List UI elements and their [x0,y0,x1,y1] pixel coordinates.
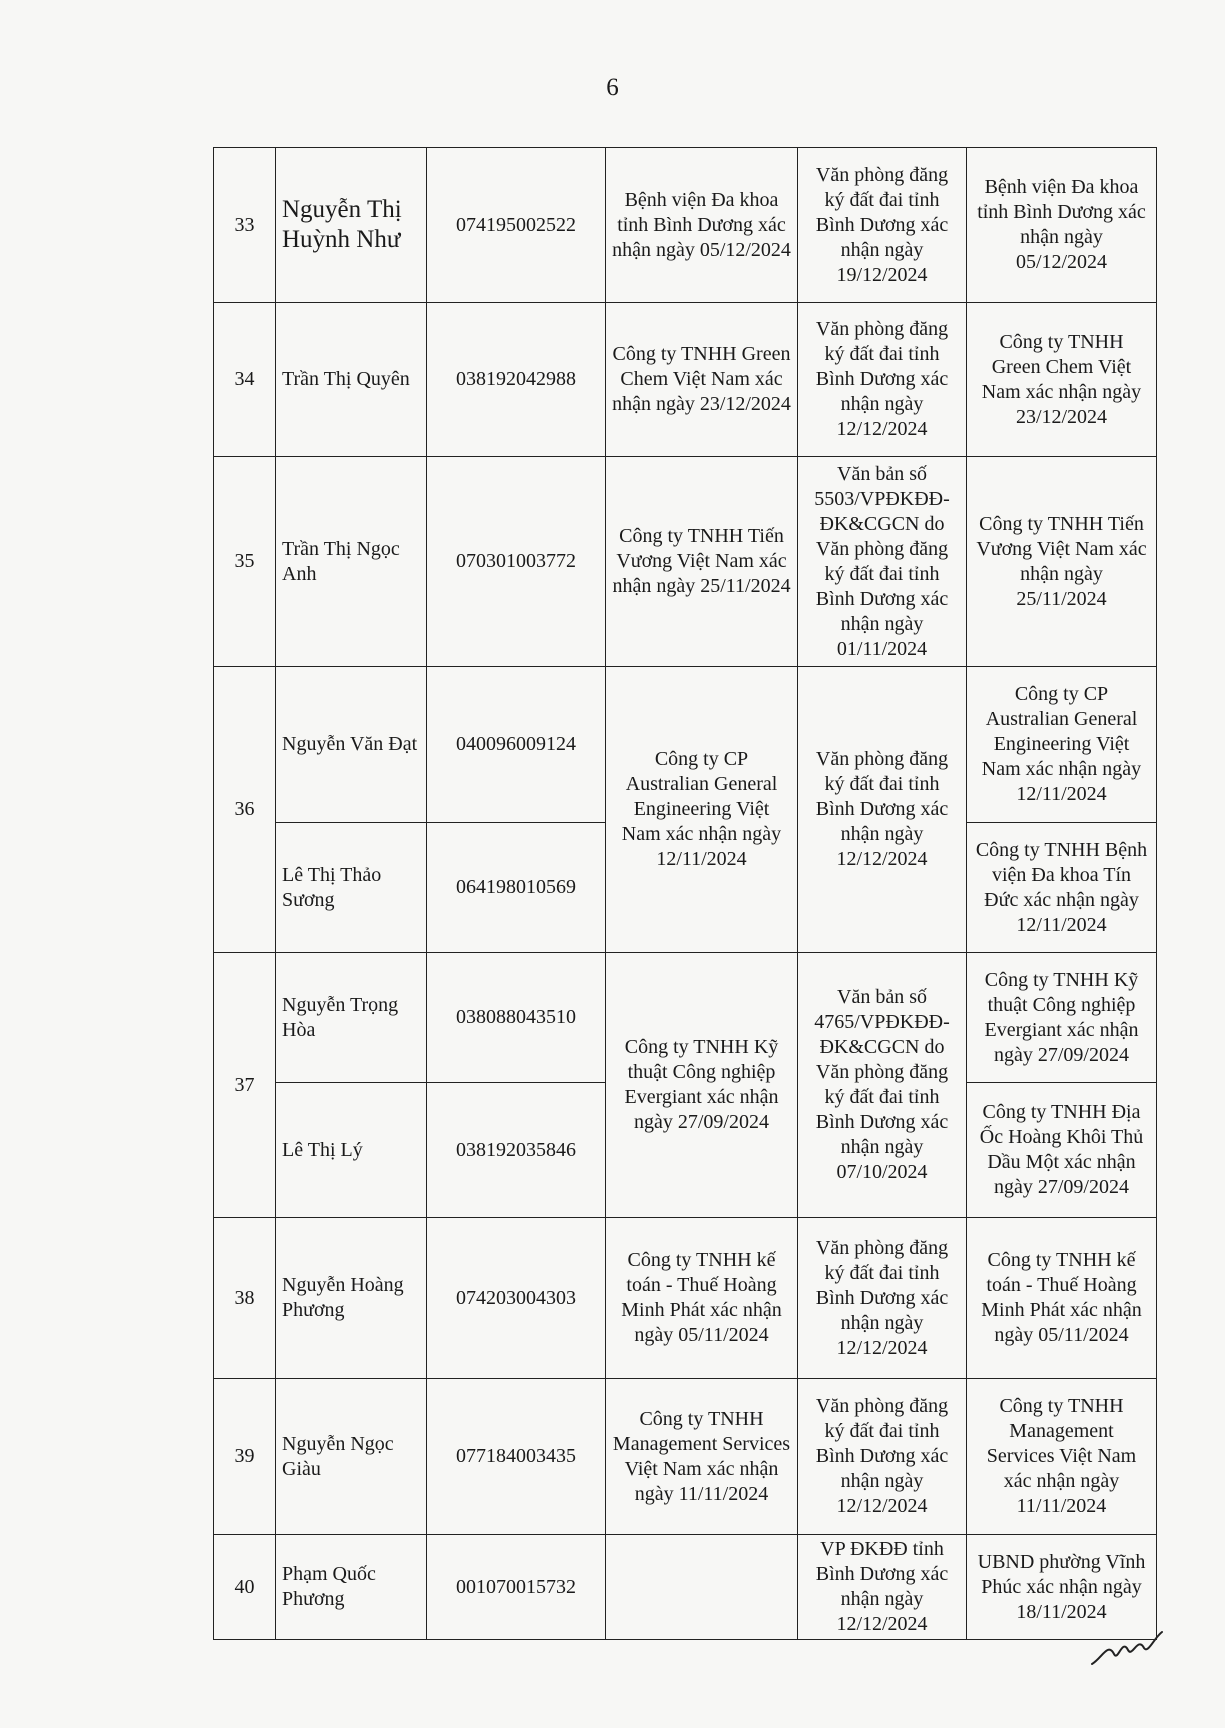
id-number: 038088043510 [427,953,606,1083]
id-number: 038192035846 [427,1083,606,1218]
id-number: 040096009124 [427,667,606,823]
id-number: 077184003435 [427,1379,606,1535]
table-row [214,667,1157,823]
confirmation-a: Công ty TNHH Green Chem Việt Nam xác nhận ngày 23/12/2024 [606,303,798,457]
confirmation-c: Công ty TNHH Tiến Vương Việt Nam xác nhận ngày 25/11/2024 [967,457,1157,667]
person-name: Phạm Quốc Phương [276,1535,427,1640]
confirmation-c: Công ty TNHH Kỹ thuật Công nghiệp Evergiant xác nhận ngày 27/09/2024 [967,953,1157,1083]
person-name: Nguyễn Ngọc Giàu [276,1379,427,1535]
row-number: 33 [214,148,276,303]
id-number: 038192042988 [427,303,606,457]
confirmation-c: Công ty TNHH Bệnh viện Đa khoa Tín Đức xác nhận ngày 12/11/2024 [967,823,1157,953]
confirmation-a [606,1535,798,1640]
row-number: 34 [214,303,276,457]
row-number: 40 [214,1535,276,1640]
table-row [214,457,1157,667]
confirmation-a: Công ty TNHH Management Services Việt Nam xác nhận ngày 11/11/2024 [606,1379,798,1535]
person-name: Nguyễn Hoàng Phương [276,1218,427,1379]
person-name: Nguyễn Trọng Hòa [276,953,427,1083]
id-number: 070301003772 [427,457,606,667]
person-name: Lê Thị Lý [276,1083,427,1218]
page-number: 6 [606,74,619,101]
table-row [214,148,1157,303]
confirmation-b: Văn phòng đăng ký đất đai tỉnh Bình Dương xác nhận ngày 12/12/2024 [798,303,967,457]
confirmation-a: Công ty CP Australian General Engineering Việt Nam xác nhận ngày 12/11/2024 [606,667,798,953]
confirmation-c: Công ty TNHH Green Chem Việt Nam xác nhận ngày 23/12/2024 [967,303,1157,457]
table-row [214,303,1157,457]
confirmation-b: Văn phòng đăng ký đất đai tỉnh Bình Dương xác nhận ngày 12/12/2024 [798,667,967,953]
confirmation-c: Công ty TNHH Địa Ốc Hoàng Khôi Thủ Dầu Một xác nhận ngày 27/09/2024 [967,1083,1157,1218]
row-number: 39 [214,1379,276,1535]
signature-mark [1088,1628,1168,1673]
confirmation-c: Bệnh viện Đa khoa tỉnh Bình Dương xác nhận ngày 05/12/2024 [967,148,1157,303]
confirmation-a: Bệnh viện Đa khoa tỉnh Bình Dương xác nhận ngày 05/12/2024 [606,148,798,303]
confirmation-b: Văn phòng đăng ký đất đai tỉnh Bình Dương xác nhận ngày 19/12/2024 [798,148,967,303]
table-row [214,953,1157,1083]
person-name: Lê Thị Thảo Sương [276,823,427,953]
confirmation-a: Công ty TNHH Tiến Vương Việt Nam xác nhận ngày 25/11/2024 [606,457,798,667]
confirmation-b: VP ĐKĐĐ tỉnh Bình Dương xác nhận ngày 12/12/2024 [798,1535,967,1640]
row-number: 36 [214,667,276,953]
records-table [213,147,1157,1640]
confirmation-b: Văn phòng đăng ký đất đai tỉnh Bình Dương xác nhận ngày 12/12/2024 [798,1218,967,1379]
confirmation-c: UBND phường Vĩnh Phúc xác nhận ngày 18/11/2024 [967,1535,1157,1640]
id-number: 074203004303 [427,1218,606,1379]
table-row [214,1535,1157,1640]
confirmation-b: Văn phòng đăng ký đất đai tỉnh Bình Dương xác nhận ngày 12/12/2024 [798,1379,967,1535]
person-name: Trần Thị Quyên [276,303,427,457]
confirmation-b: Văn bản số 4765/VPĐKĐĐ-ĐK&CGCN do Văn phòng đăng ký đất đai tỉnh Bình Dương xác nhận ngày 07/10/2024 [798,953,967,1218]
confirmation-c: Công ty TNHH kế toán - Thuế Hoàng Minh Phát xác nhận ngày 05/11/2024 [967,1218,1157,1379]
confirmation-a: Công ty TNHH Kỹ thuật Công nghiệp Evergiant xác nhận ngày 27/09/2024 [606,953,798,1218]
confirmation-c: Công ty TNHH Management Services Việt Nam xác nhận ngày 11/11/2024 [967,1379,1157,1535]
table-row [214,1379,1157,1535]
row-number: 37 [214,953,276,1218]
id-number: 064198010569 [427,823,606,953]
table-row [214,1218,1157,1379]
person-name: Trần Thị Ngọc Anh [276,457,427,667]
id-number: 074195002522 [427,148,606,303]
id-number: 001070015732 [427,1535,606,1640]
row-number: 38 [214,1218,276,1379]
person-name: Nguyễn Văn Đạt [276,667,427,823]
row-number: 35 [214,457,276,667]
confirmation-c: Công ty CP Australian General Engineering Việt Nam xác nhận ngày 12/11/2024 [967,667,1157,823]
confirmation-b: Văn bản số 5503/VPĐKĐĐ-ĐK&CGCN do Văn phòng đăng ký đất đai tỉnh Bình Dương xác nhận ngày 01/11/2024 [798,457,967,667]
person-name: Nguyễn Thị Huỳnh Như [276,148,427,303]
confirmation-a: Công ty TNHH kế toán - Thuế Hoàng Minh Phát xác nhận ngày 05/11/2024 [606,1218,798,1379]
